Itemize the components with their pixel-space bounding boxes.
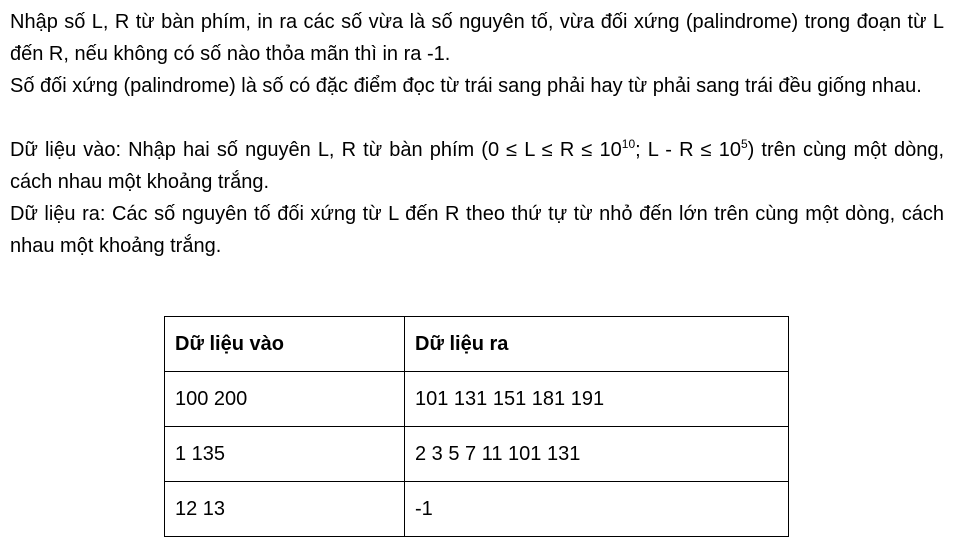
table-row xyxy=(165,482,789,537)
input-spec-text-1: Dữ liệu vào: Nhập hai số nguyên L, R từ bàn phím (0 ≤ L ≤ R ≤ 10 xyxy=(10,139,622,161)
cell-output: 2 3 5 7 11 101 131 xyxy=(405,427,789,482)
cell-input: 100 200 xyxy=(165,372,405,427)
table-row xyxy=(165,427,789,482)
input-spec-text-3: ) trên cùng một dòng, cách nhau một khoảng trắng. xyxy=(10,139,944,193)
cell-input: 12 13 xyxy=(165,482,405,537)
output-specification: Dữ liệu ra: Các số nguyên tố đối xứng từ L đến R theo thứ tự từ nhỏ đến lớn trên cùng một dòng, cách nhau một khoảng trắng. xyxy=(10,203,944,257)
table-row xyxy=(165,372,789,427)
input-spec-exponent-1: 10 xyxy=(621,137,636,151)
table-header-row xyxy=(165,317,789,372)
input-specification xyxy=(10,134,944,198)
input-spec-text-2: ; L - R ≤ 10 xyxy=(635,139,741,161)
problem-description: Nhập số L, R từ bàn phím, in ra các số vừa là số nguyên tố, vừa đối xứng (palindrome) trong đoạn từ L đến R, nếu không có số nào thỏa mãn thì in ra -1. xyxy=(10,11,944,65)
cell-output: -1 xyxy=(405,482,789,537)
cell-output: 101 131 151 181 191 xyxy=(405,372,789,427)
header-input: Dữ liệu vào xyxy=(165,317,405,372)
cell-input: 1 135 xyxy=(165,427,405,482)
paragraph-spacer xyxy=(10,102,944,134)
problem-statement xyxy=(10,6,944,262)
palindrome-definition: Số đối xứng (palindrome) là số có đặc điểm đọc từ trái sang phải hay từ phải sang trái đều giống nhau. xyxy=(10,75,922,97)
example-table xyxy=(164,316,789,537)
header-output: Dữ liệu ra xyxy=(405,317,789,372)
input-spec-exponent-2: 5 xyxy=(740,137,748,151)
